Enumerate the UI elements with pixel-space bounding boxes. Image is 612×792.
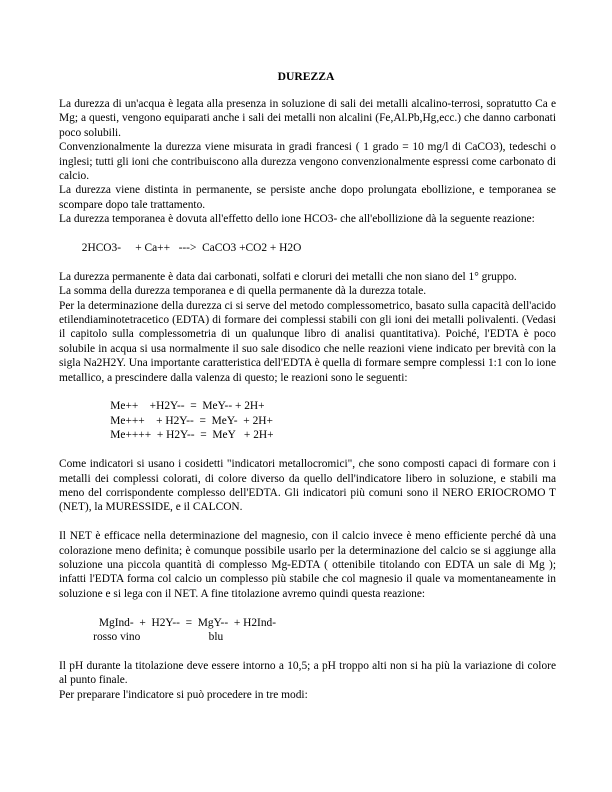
paragraph-indicators: Come indicatori si usano i cosidetti "indicatori metallocromici", che sono composti capaci di formare con i metalli dei complessi colorati, di colore diverso da quello dell'indicatore libero in soluzione, e stabili ma meno del corrispondente complesso dell'EDTA. Gli indicatori più comuni sono il NERO ERIOCROMO T (NET), la MURESSIDE, e il CALCON. bbox=[59, 458, 556, 514]
paragraph-preparation: Per preparare l'indicatore si può procedere in tre modi: bbox=[59, 688, 308, 701]
paragraph-ph: Il pH durante la titolazione deve essere intorno a 10,5; a pH troppo alti non si ha più la variazione di colore al punto finale. bbox=[59, 659, 556, 687]
equation-edta-3: Me++++ + H2Y-- = MeY + 2H+ bbox=[59, 429, 274, 442]
equation-net-colors: rosso vino blu bbox=[59, 630, 224, 643]
equation-edta-1: Me++ +H2Y-- = MeY-- + 2H+ bbox=[59, 400, 265, 413]
paragraph-net: Il NET è efficace nella determinazione del magnesio, con il calcio invece è meno efficiente perché dà una colorazione meno definita; è comunque possibile usarlo per la determinazione del calcio se si aggiunge alla soluzione una piccola quantità di complesso Mg-EDTA ( ottenibile titolando con EDTA un sale di Mg ); infatti l'EDTA forma col calcio un complesso più stabile che col magnesio il quale va momentaneamente in soluzione e si lega con il NET. A fine titolazione avremo quindi questa reazione: bbox=[59, 530, 556, 600]
page-title: DUREZZA bbox=[277, 70, 335, 83]
spacer bbox=[59, 601, 556, 615]
spacer bbox=[59, 443, 556, 457]
document-body bbox=[59, 97, 556, 702]
equation-edta-2: Me+++ + H2Y-- = MeY- + 2H+ bbox=[59, 414, 273, 427]
spacer bbox=[59, 385, 556, 399]
paragraph-permanent: La durezza permanente è data dai carbonati, solfati e cloruri dei metalli che non siano del 1° gruppo. bbox=[59, 270, 517, 283]
equation-net: MgInd- + H2Y-- = MgY-- + H2Ind- bbox=[59, 616, 277, 629]
spacer bbox=[59, 515, 556, 529]
paragraph-types: La durezza viene distinta in permanente, se persiste anche dopo prolungata ebollizione, e temporanea se scompare dopo tale trattamento. bbox=[59, 184, 556, 211]
spacer bbox=[59, 255, 556, 269]
paragraph-temporary: La durezza temporanea è dovuta all'effetto dello ione HCO3- che all'ebollizione dà la seguente reazione: bbox=[59, 213, 535, 226]
paragraph-intro: La durezza di un'acqua è legata alla presenza in soluzione di sali dei metalli alcalino-terrosi, sopratutto Ca e Mg; a questi, vengono equiparati anche i sali dei metalli non alcalini (Fe,Al.Pb,Hg,ecc.) che danno carbonati poco solubili. bbox=[59, 98, 556, 139]
paragraph-total: La somma della durezza temporanea e di quella permanente dà la durezza totale. bbox=[59, 285, 427, 298]
spacer bbox=[59, 227, 556, 241]
spacer bbox=[59, 644, 556, 658]
paragraph-edta: Per la determinazione della durezza ci si serve del metodo complessometrico, basato sulla capacità dell'acido etilendiaminotetracetico (EDTA) di formare dei complessi stabili con gli ioni dei metalli polivalenti. (Vedasi il capitolo sulla complessometria di un qualunque libro di analisi quantitativa). Poiché, l'EDTA è poco solubile in acqua si usa normalmente il suo sale disodico che nelle reazioni viene indicato per brevità con la sigla Na2H2Y. Una importante caratteristica dell'EDTA è quella di formare sempre complessi 1:1 con lo ione metallico, a prescindere dalla valenza di questo; le reazioni sono le seguenti: bbox=[59, 299, 556, 384]
equation-bicarbonate: 2HCO3- + Ca++ ---> CaCO3 +CO2 + H2O bbox=[59, 242, 302, 255]
paragraph-units: Convenzionalmente la durezza viene misurata in gradi francesi ( 1 grado = 10 mg/l di CaCO3), tedeschi o inglesi; tutti gli ioni che contribuiscono alla durezza vengono convenzionalmente espressi come carbonato di calcio. bbox=[59, 141, 556, 183]
